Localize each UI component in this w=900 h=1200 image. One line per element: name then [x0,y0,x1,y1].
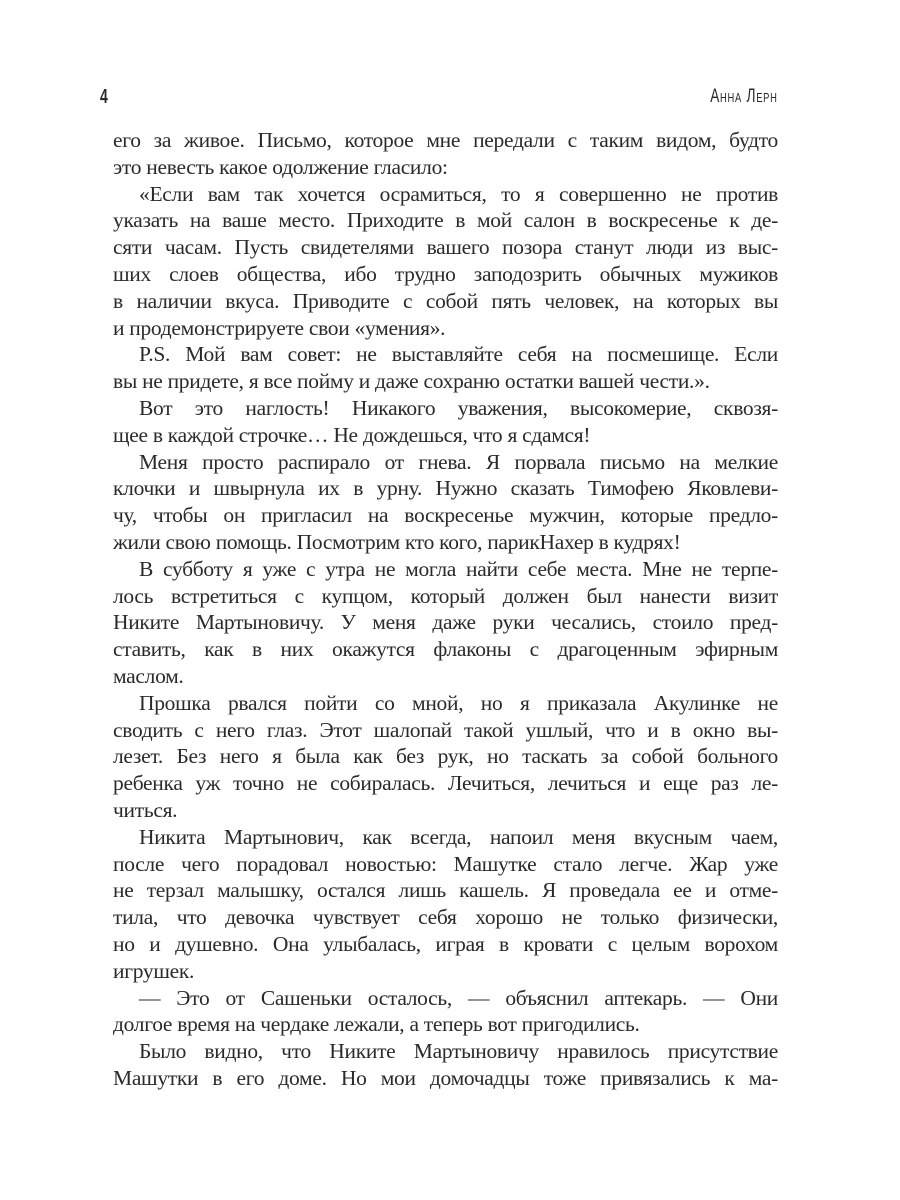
paragraph [113,1038,778,1092]
text-line: вы не придете, я все пойму и даже сохраню остатки вашей чести.». [113,369,710,394]
text-line: «Если вам так хочется осрамиться, то я совершенно не против [139,181,778,206]
text-line: маслом. [113,663,184,688]
paragraph [113,556,778,690]
text-line: но и душевно. Она улыбалась, играя в кровати с целым ворохом [113,931,778,956]
paragraph [113,341,778,395]
text-line: жили свою помощь. Посмотрим кто кого, парикНахер в кудрях! [113,529,681,554]
text-line: долгое время на чердаке лежали, а теперь вот пригодились. [113,1012,640,1037]
text-line: указать на ваше место. Приходите в мой салон в воскресенье к де- [113,208,778,233]
text-line: после чего порадовал новостью: Машутке стало легче. Жар уже [113,851,778,876]
text-line: не терзал малышку, остался лишь кашель. Я проведала ее и отме- [113,878,778,903]
text-line: и продемонстрируете свои «умения». [113,315,446,340]
text-line: игрушек. [113,958,195,983]
text-line: лезет. Без него я была как без рук, но таскать за собой больного [113,744,778,769]
text-line: чу, чтобы он пригласил на воскресенье мужчин, которые предло- [113,503,778,528]
text-line: сяти часам. Пусть свидетелями вашего позора станут люди из выс- [113,235,778,260]
text-line: Было видно, что Никите Мартыновичу нравилось присутствие [139,1039,778,1064]
text-line: сводить с него глаз. Этот шалопай такой ушлый, что и в окно вы- [113,717,778,742]
paragraph [113,690,778,824]
text-line: Никита Мартынович, как всегда, напоил меня вкусным чаем, [139,824,778,849]
text-line: это невесть какое одолжение гласило: [113,154,448,179]
text-line: ших слоев общества, ибо трудно заподозрить обычных мужиков [113,261,778,286]
text-line: читься. [113,797,178,822]
text-line: ставить, как в них окажутся флаконы с драгоценным эфирным [113,637,778,662]
text-line: клочки и швырнула их в урну. Нужно сказать Тимофею Яковлеви- [113,476,778,501]
paragraph [113,127,778,181]
text-line: ребенка уж точно не собиралась. Лечиться, лечиться и еще раз ле- [113,771,778,796]
text-line: Вот это наглость! Никакого уважения, высокомерие, сквозя- [139,395,778,420]
text-line: Никите Мартыновичу. У меня даже руки чесались, стоило пред- [113,610,778,635]
paragraph [113,449,778,556]
text-line: в наличии вкуса. Приводите с собой пять человек, на которых вы [113,288,778,313]
paragraph [113,985,778,1039]
text-line: Машутки в его доме. Но мои домочадцы тоже привязались к ма- [113,1065,778,1090]
text-line: — Это от Сашеньки осталось, — объяснил аптекарь. — Они [139,985,778,1010]
paragraph [113,181,778,342]
text-line: щее в каждой строчке… Не дождешься, что я сдамся! [113,422,591,447]
text-line: Прошка рвался пойти со мной, но я приказала Акулинке не [139,690,778,715]
paragraph [113,395,778,449]
text-line: В субботу я уже с утра не могла найти себе места. Мне не терпе- [139,556,778,581]
text-line: лось встретиться с купцом, который должен был нанести визит [113,583,778,608]
text-line: Меня просто распирало от гнева. Я порвала письмо на мелкие [139,449,778,474]
text-line: тила, что девочка чувствует себя хорошо не только физически, [113,905,778,930]
page-body-text [113,127,778,1092]
running-header-author: Анна Лерн [710,86,778,107]
page-number: 4 [100,86,108,108]
text-line: P.S. Мой вам совет: не выставляйте себя на посмешище. Если [139,342,778,367]
paragraph [113,824,778,985]
text-line: его за живое. Письмо, которое мне передали с таким видом, будто [113,128,778,152]
